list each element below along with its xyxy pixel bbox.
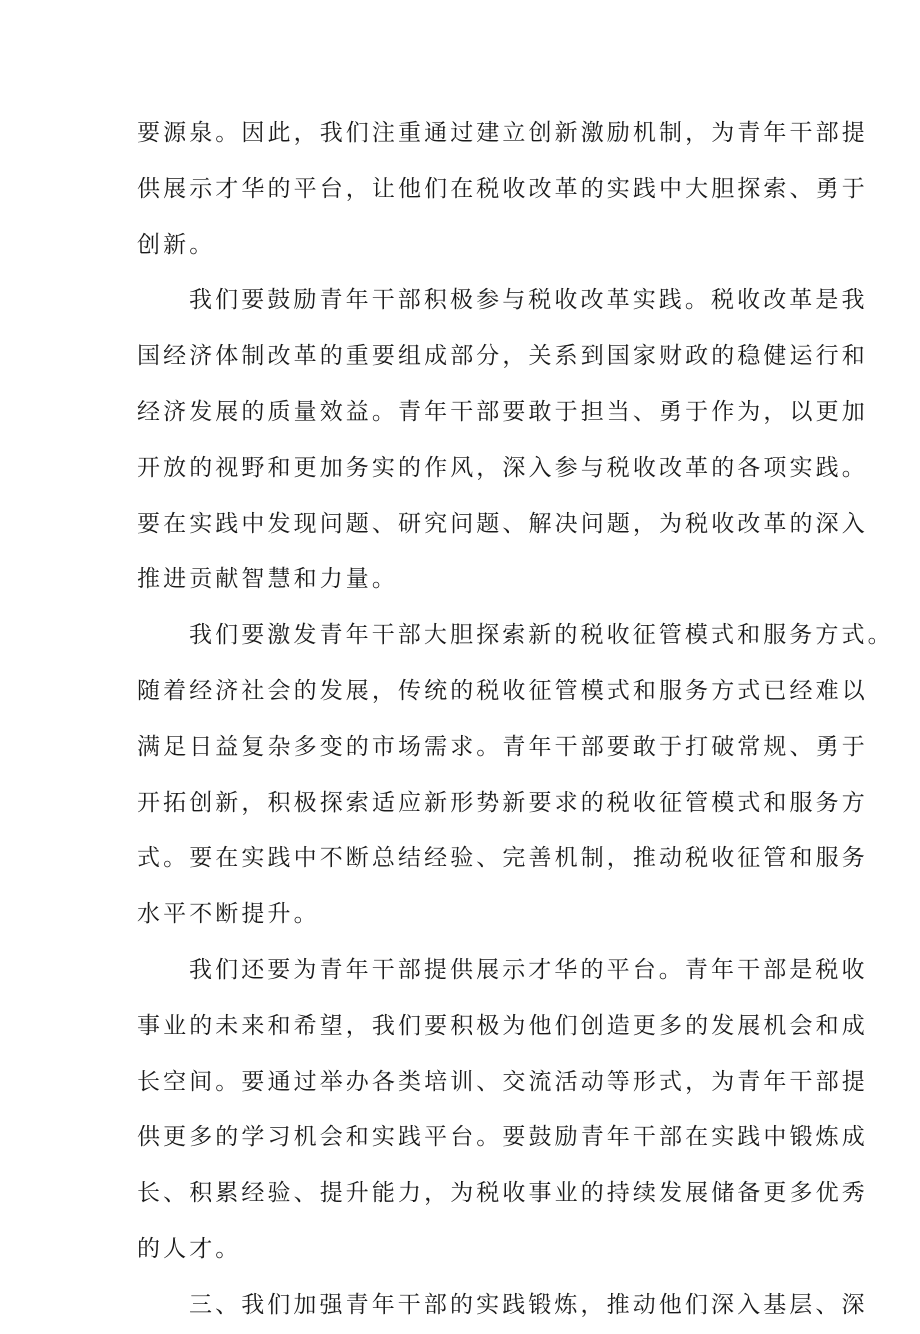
text-line: 随着经济社会的发展，传统的税收征管模式和服务方式已经难以	[137, 677, 868, 704]
text-line: 事业的未来和希望，我们要积极为他们创造更多的发展机会和成	[137, 1012, 868, 1039]
body-text	[137, 106, 894, 1334]
text-line: 供展示才华的平台，让他们在税收改革的实践中大胆探索、勇于	[137, 175, 868, 202]
text-line: 经济发展的质量效益。青年干部要敢于担当、勇于作为，以更加	[137, 398, 868, 425]
text-line: 创新。	[137, 231, 216, 258]
section-heading-line: 三、我们加强青年干部的实践锻炼，推动他们深入基层、深	[189, 1291, 868, 1318]
text-line: 要源泉。因此，我们注重通过建立创新激励机制，为青年干部提	[137, 120, 868, 146]
text-line: 水平不断提升。	[137, 901, 320, 928]
paragraph-first-line: 我们要激发青年干部大胆探索新的税收征管模式和服务方式。	[189, 622, 894, 649]
paragraph-first-line: 我们要鼓励青年干部积极参与税收改革实践。税收改革是我	[189, 287, 868, 314]
text-line: 推进贡献智慧和力量。	[137, 566, 398, 593]
text-line: 开放的视野和更加务实的作风，深入参与税收改革的各项实践。	[137, 454, 868, 481]
text-line: 国经济体制改革的重要组成部分，关系到国家财政的稳健运行和	[137, 343, 868, 370]
text-line: 要在实践中发现问题、研究问题、解决问题，为税收改革的深入	[137, 510, 868, 537]
text-line: 式。要在实践中不断总结经验、完善机制，推动税收征管和服务	[137, 845, 868, 872]
text-line: 满足日益复杂多变的市场需求。青年干部要敢于打破常规、勇于	[137, 733, 868, 760]
text-line: 供更多的学习机会和实践平台。要鼓励青年干部在实践中锻炼成	[137, 1124, 868, 1151]
text-line: 长空间。要通过举办各类培训、交流活动等形式，为青年干部提	[137, 1068, 868, 1095]
paragraph-first-line: 我们还要为青年干部提供展示才华的平台。青年干部是税收	[189, 956, 868, 983]
text-line: 开拓创新，积极探索适应新形势新要求的税收征管模式和服务方	[137, 789, 868, 816]
text-line: 的人才。	[137, 1235, 242, 1262]
text-line: 长、积累经验、提升能力，为税收事业的持续发展储备更多优秀	[137, 1180, 868, 1207]
